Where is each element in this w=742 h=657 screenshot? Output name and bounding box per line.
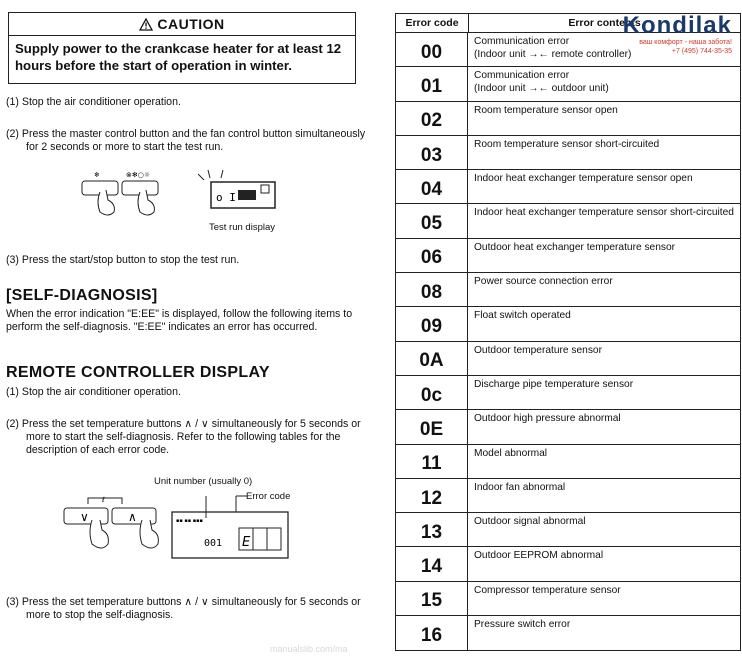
error-description-cell: Power source connection error: [474, 276, 613, 288]
table-row: [396, 239, 740, 273]
table-row: [396, 307, 740, 341]
error-code-table: [395, 13, 741, 651]
error-code-cell: 13: [396, 513, 468, 546]
table-row: [396, 102, 740, 136]
error-description-cell: Room temperature sensor open: [474, 104, 618, 116]
error-code-cell: 0E: [396, 410, 468, 443]
table-body: [396, 33, 740, 650]
remote-step-2: (2) Press the set temperature buttons ∧ / ∨ simultaneously for 5 seconds or more to start the self-diagnosis. Refer to the following tables for the description of each error code.: [6, 418, 361, 456]
table-row: [396, 547, 740, 581]
remote-display-illustration: [58, 488, 298, 578]
table-row: [396, 513, 740, 547]
error-description-cell: Outdoor heat exchanger temperature sensor: [474, 241, 676, 253]
error-description-cell: Indoor heat exchanger temperature sensor short-circuited: [474, 207, 734, 219]
test-step-2: (2) Press the master control button and the fan control button simultaneously for 2 seconds or more to start the test run.: [6, 128, 366, 153]
test-run-caption: Test run display: [209, 222, 276, 233]
error-code-cell: 14: [396, 547, 468, 580]
error-code-cell: 05: [396, 204, 468, 237]
brand-phone: +7 (495) 744-35-35: [671, 48, 732, 55]
table-row: [396, 582, 740, 616]
table-row: [396, 479, 740, 513]
error-code-cell: 12: [396, 479, 468, 512]
error-code-label: Error code: [246, 491, 291, 502]
error-description-cell: Communication error (Indoor unit →← remote controller): [474, 36, 632, 60]
watermark: manualslib.com/ma: [270, 644, 348, 654]
test-step-3: (3) Press the start/stop button to stop the test run.: [6, 254, 240, 266]
caution-text: Supply power to the crankcase heater for at least 12 hours before the start of operation in winter.: [15, 41, 342, 73]
svg-text:ℓ: ℓ: [102, 496, 105, 504]
table-row: [396, 170, 740, 204]
table-row: [396, 342, 740, 376]
error-description-cell: Compressor temperature sensor: [474, 584, 621, 596]
error-description-cell: Outdoor signal abnormal: [474, 516, 586, 528]
svg-text:❄: ❄: [94, 171, 100, 179]
table-row: [396, 410, 740, 444]
header-error-contents: Error contents: [568, 17, 641, 29]
self-diagnosis-heading: [SELF-DIAGNOSIS]: [6, 287, 158, 304]
self-diagnosis-text: When the error indication "E:EE" is displayed, follow the following items to perform the self-diagnosis. "E:EE" indicates an error has occurred.: [6, 308, 353, 333]
self-diagnosis-figure: [58, 488, 298, 578]
test-display-text: o I: [216, 191, 236, 204]
svg-text:∧: ∧: [128, 510, 137, 524]
error-code-cell: 16: [396, 616, 468, 650]
error-code-cell: 15: [396, 582, 468, 615]
error-code-cell: 03: [396, 136, 468, 169]
brand-tagline: ваш комфорт - наша забота!: [639, 39, 732, 46]
display-unit-number: 001: [204, 538, 223, 549]
error-description-cell: Outdoor high pressure abnormal: [474, 413, 621, 425]
error-code-cell: 06: [396, 239, 468, 272]
error-code-cell: 0c: [396, 376, 468, 409]
test-step-1: (1) Stop the air conditioner operation.: [6, 96, 181, 108]
error-code-cell: 02: [396, 102, 468, 135]
table-row: [396, 616, 740, 650]
warning-icon: [139, 18, 153, 31]
error-description-cell: Communication error (Indoor unit →← outdoor unit): [474, 70, 609, 94]
svg-text:⊗✻○☼: ⊗✻○☼: [126, 171, 151, 179]
table-row: [396, 376, 740, 410]
error-description-cell: Outdoor temperature sensor: [474, 344, 602, 356]
error-code-cell: 11: [396, 445, 468, 478]
error-code-cell: 09: [396, 307, 468, 340]
error-description-cell: Model abnormal: [474, 447, 548, 459]
remote-step-1: (1) Stop the air conditioner operation.: [6, 386, 181, 398]
table-row: [396, 204, 740, 238]
brand-name: Kondilak: [622, 12, 732, 39]
error-code-cell: 08: [396, 273, 468, 306]
error-code-cell: 01: [396, 67, 468, 100]
error-description-cell: Pressure switch error: [474, 619, 571, 631]
error-description-cell: Room temperature sensor short-circuited: [474, 138, 660, 150]
error-code-cell: 00: [396, 33, 468, 66]
svg-text:∨: ∨: [80, 510, 89, 524]
table-row: [396, 445, 740, 479]
error-description-cell: Float switch operated: [474, 310, 571, 322]
caution-box: [8, 12, 356, 84]
table-row: [396, 67, 740, 101]
brand-logo: [512, 14, 732, 56]
unit-number-label: Unit number (usually 0): [154, 476, 253, 487]
error-description-cell: Indoor fan abnormal: [474, 481, 566, 493]
table-row: [396, 273, 740, 307]
caution-header: [9, 13, 355, 36]
error-description-cell: Outdoor EEPROM abnormal: [474, 550, 604, 562]
remote-step-3: (3) Press the set temperature buttons ∧ / ∨ simultaneously for 5 seconds or more to stop the self-diagnosis.: [6, 596, 361, 621]
table-row: [396, 136, 740, 170]
error-code-cell: 04: [396, 170, 468, 203]
error-code-cell: 0A: [396, 342, 468, 375]
svg-text:▪▪ ▪▪ ▪▪▪: ▪▪ ▪▪ ▪▪▪: [176, 518, 203, 524]
error-description-cell: Discharge pipe temperature sensor: [474, 378, 634, 390]
display-error-letter: E: [242, 535, 251, 550]
error-description-cell: Indoor heat exchanger temperature sensor open: [474, 173, 693, 185]
remote-display-heading: REMOTE CONTROLLER DISPLAY: [6, 364, 270, 381]
caution-title: CAUTION: [157, 16, 225, 32]
header-error-code: Error code: [396, 14, 469, 32]
